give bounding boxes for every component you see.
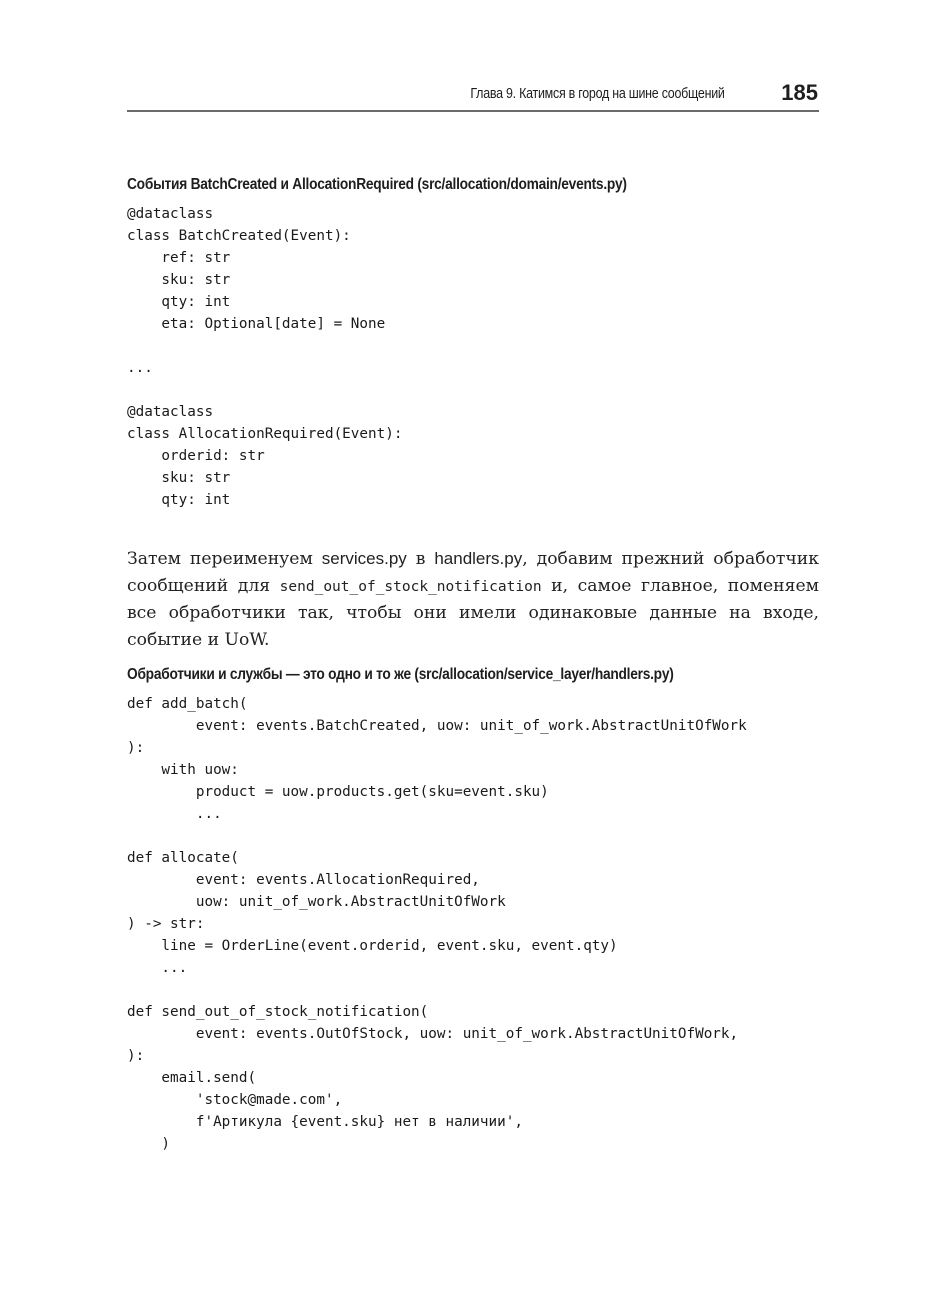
paragraph-text-4: и, самое главное, поменяем все обработчики так, чтобы они имели одинаковые данные на входе, событие и UoW. (127, 575, 819, 650)
inline-code-handler-name: send_out_of_stock_notification (279, 578, 542, 595)
file-name-services: services.py (321, 549, 407, 569)
body-paragraph (127, 546, 819, 653)
listing-caption-events: События BatchCreated и AllocationRequired (src/allocation/domain/events.py) (127, 176, 627, 193)
running-header (127, 78, 819, 112)
file-name-handlers: handlers.py (434, 549, 523, 569)
code-listing-handlers: def add_batch( event: events.BatchCreated, uow: unit_of_work.AbstractUnitOfWork ): with uow: product = uow.products.get(sku=event.sku) ... def allocate( event: events.AllocationRequired, uow: unit_of_work.AbstractUnitOfWork ) -> str: line = OrderLine(event.orderid, event.sku, event.qty) ... def send_out_of_stock_notification( event: events.OutOfStock, uow: unit_of_work.AbstractUnitOfWork, ): email.send( 'stock@made.com', f'Артикула {event.sku} нет в наличии', ) (127, 696, 747, 1152)
code-listing-events: @dataclass class BatchCreated(Event): ref: str sku: str qty: int eta: Optional[date] = None ... @dataclass class AllocationRequired(Event): orderid: str sku: str qty: int (127, 206, 403, 508)
page-number: 185 (781, 80, 818, 105)
paragraph-text-3: , добавим прежний обработчик сообщений для (127, 549, 819, 596)
paragraph-text-2: в (406, 549, 435, 570)
listing-caption-handlers: Обработчики и службы — это одно и то же (src/allocation/service_layer/handlers.py) (127, 666, 674, 683)
chapter-title: Глава 9. Катимся в город на шине сообщений (470, 86, 725, 102)
paragraph-text-1: Затем переименуем (127, 549, 322, 570)
